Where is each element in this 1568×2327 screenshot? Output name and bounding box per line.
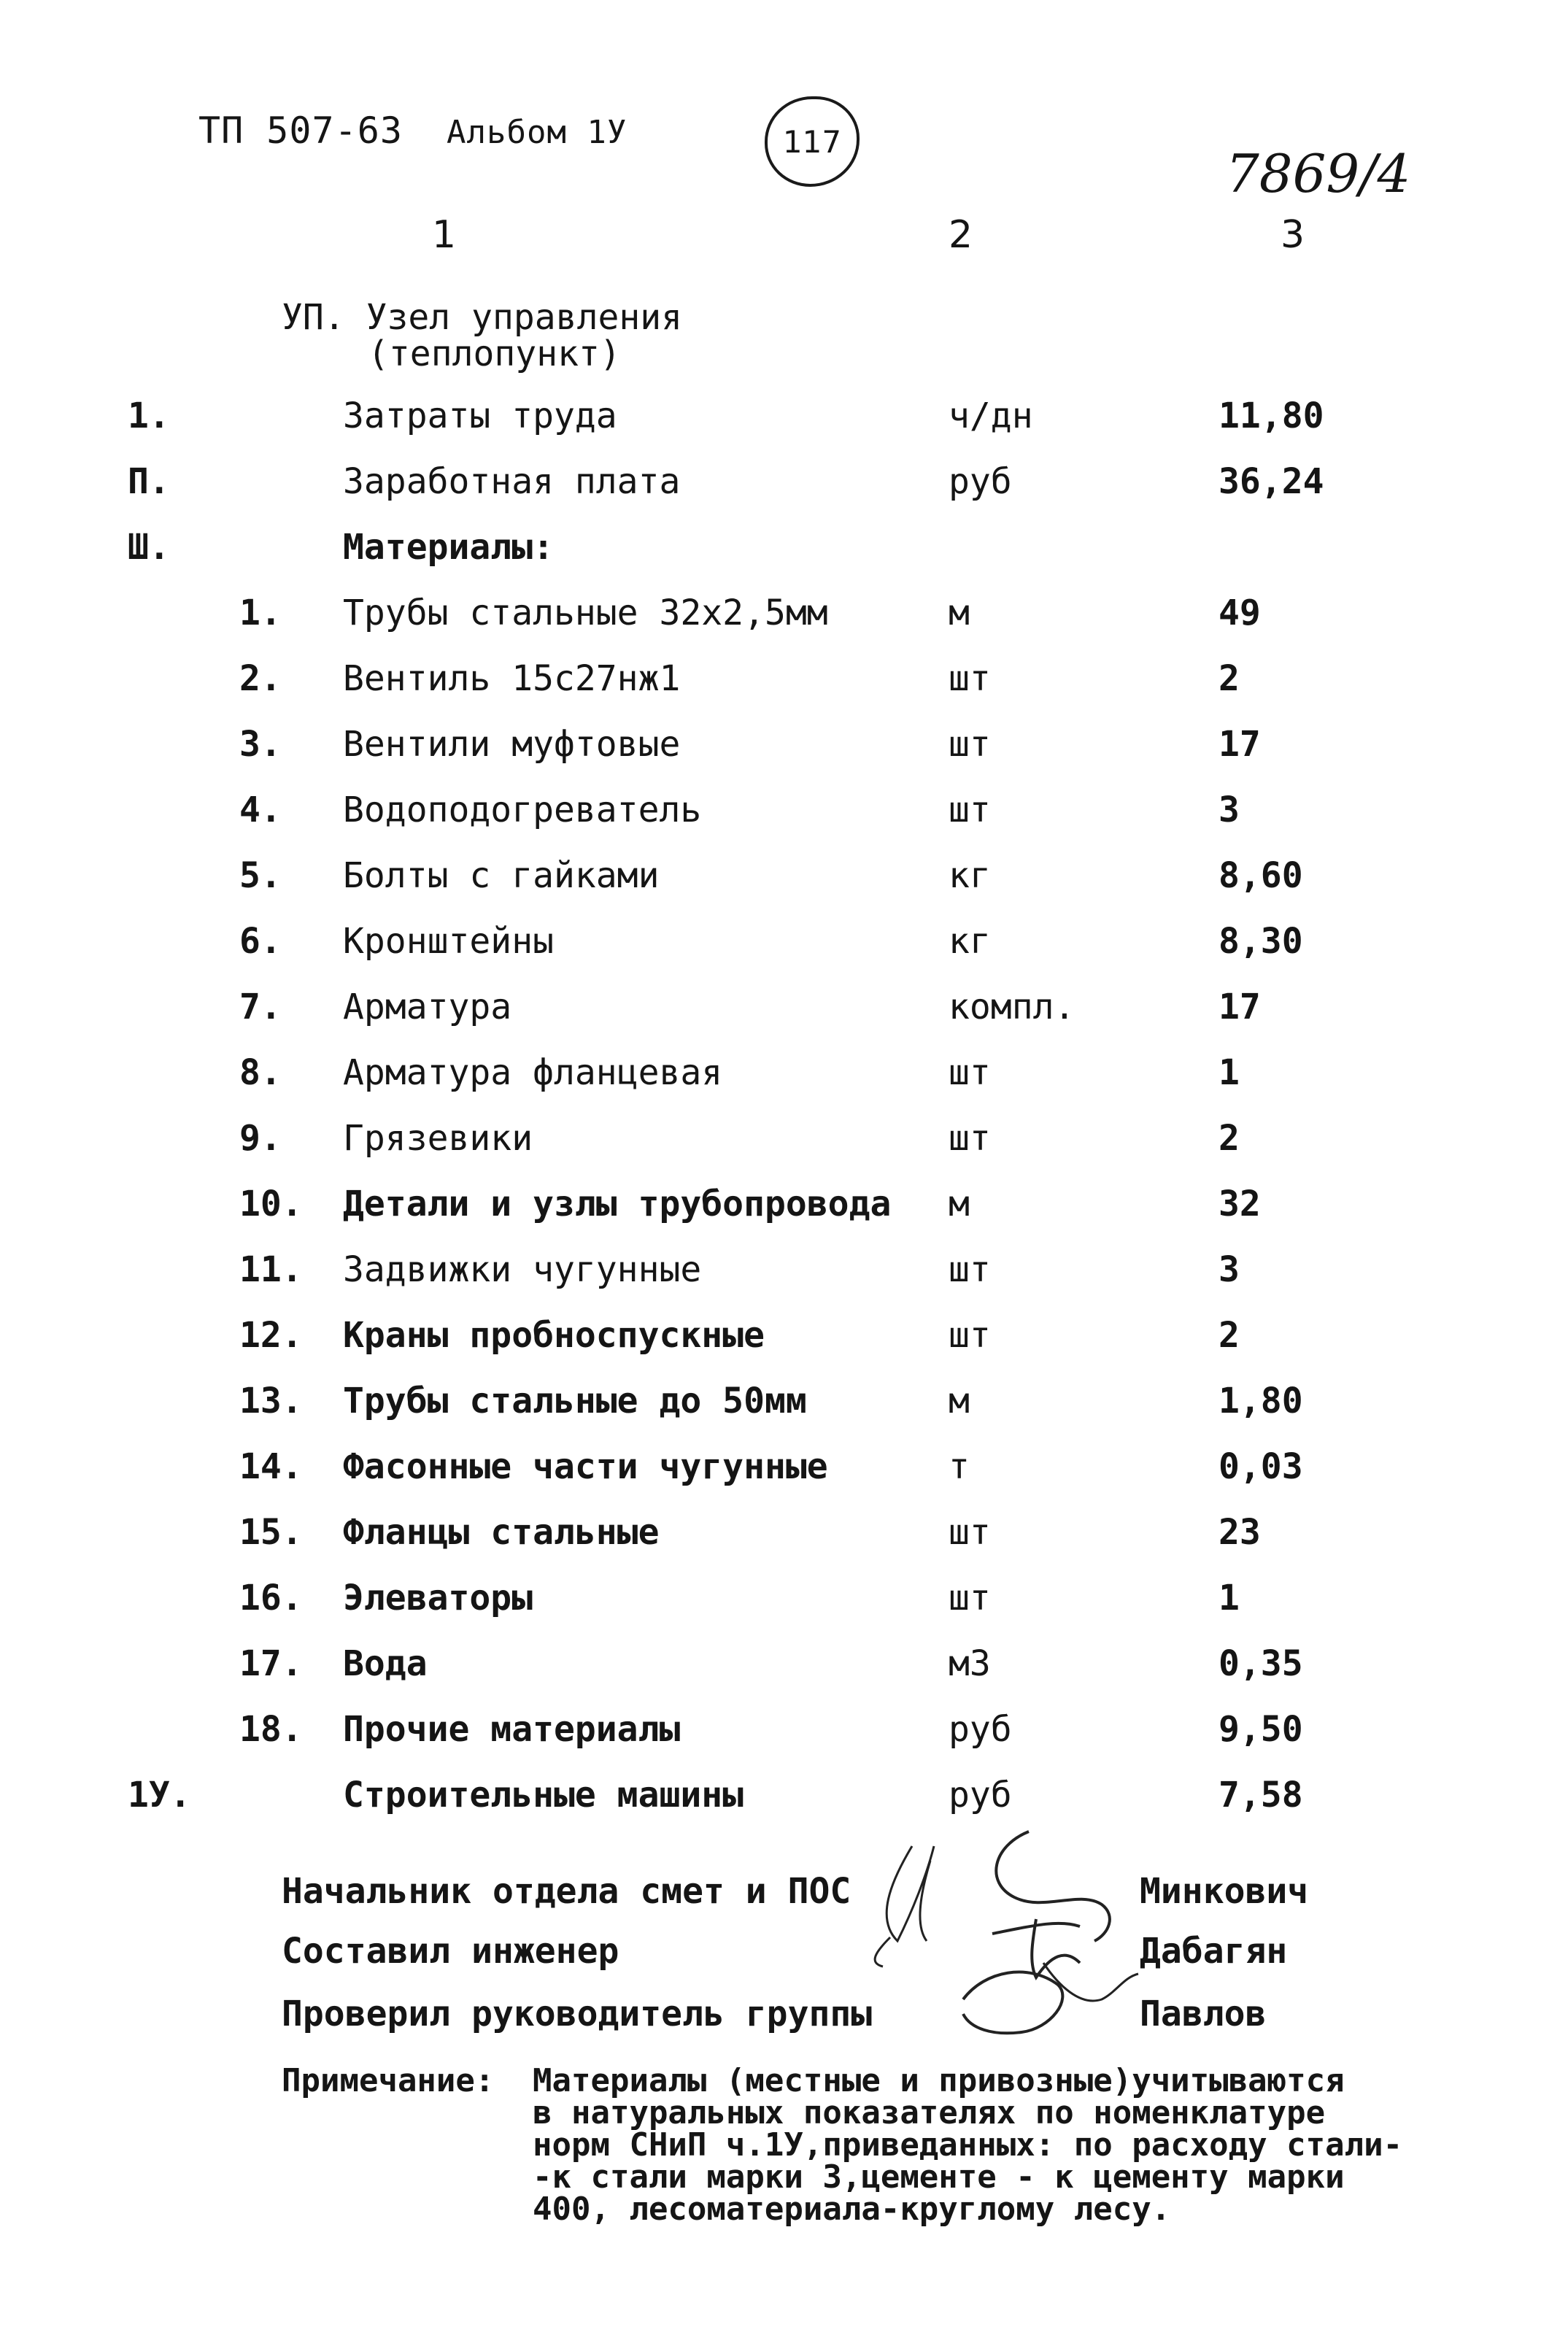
row-unit: шт xyxy=(949,1249,991,1290)
row-unit: шт xyxy=(949,1315,991,1356)
row-value: 8,30 xyxy=(1219,921,1303,962)
signature-name-2: Дабагян xyxy=(1140,1931,1288,1972)
handwritten-signature-mark xyxy=(861,1817,1167,2058)
row-number: 10. xyxy=(239,1184,303,1224)
row-value: 17 xyxy=(1219,987,1261,1027)
table-row xyxy=(0,1249,1568,1315)
row-number: 12. xyxy=(239,1315,303,1356)
table-row xyxy=(0,1118,1568,1184)
row-section: 1У. xyxy=(128,1775,191,1815)
row-name: Арматура фланцевая xyxy=(343,1052,723,1093)
note-line: -к стали марки 3,цементе - к цементу марки xyxy=(533,2158,1345,2196)
inventory-number: 7869/4 xyxy=(1226,143,1411,204)
row-name: Заработная плата xyxy=(343,461,681,502)
table-row xyxy=(0,1052,1568,1118)
table-row xyxy=(0,1512,1568,1578)
row-number: 11. xyxy=(239,1249,303,1290)
row-section: Ш. xyxy=(128,527,170,568)
row-number: 1. xyxy=(239,593,282,633)
table-row xyxy=(0,527,1568,593)
table-row xyxy=(0,1578,1568,1643)
section-title xyxy=(282,299,682,372)
row-name: Грязевики xyxy=(343,1118,533,1159)
note-line: норм СНиП ч.1У,приведанных: по расходу стали- xyxy=(533,2126,1403,2164)
note-body xyxy=(533,2062,1403,2228)
row-value: 2 xyxy=(1219,658,1240,699)
row-value: 36,24 xyxy=(1219,461,1324,502)
note-line: в натуральных показателях по номенклатуре xyxy=(533,2094,1326,2131)
note-line: 400, лесоматериала-круглому лесу. xyxy=(533,2191,1171,2228)
table-row xyxy=(0,790,1568,855)
row-number: 3. xyxy=(239,724,282,765)
row-number: 15. xyxy=(239,1512,303,1553)
row-value: 23 xyxy=(1219,1512,1261,1553)
row-unit: м xyxy=(949,1184,970,1224)
row-value: 1,80 xyxy=(1219,1381,1303,1421)
row-name: Водоподогреватель xyxy=(343,790,702,830)
page-number: 117 xyxy=(782,123,842,160)
row-number: 6. xyxy=(239,921,282,962)
table-row xyxy=(0,1643,1568,1709)
row-section: П. xyxy=(128,461,170,502)
row-unit: шт xyxy=(949,1578,991,1618)
row-value: 49 xyxy=(1219,593,1261,633)
signature-name-1: Минкович xyxy=(1140,1871,1309,1912)
row-unit: руб xyxy=(949,1775,1012,1815)
row-value: 3 xyxy=(1219,1249,1240,1290)
section-title-line2: (теплопункт) xyxy=(368,333,621,374)
row-number: 5. xyxy=(239,855,282,896)
table-row xyxy=(0,724,1568,790)
table-row xyxy=(0,921,1568,987)
row-unit: кг xyxy=(949,921,991,962)
row-unit: ч/дн xyxy=(949,395,1033,436)
row-value: 1 xyxy=(1219,1578,1240,1618)
row-unit: шт xyxy=(949,1052,991,1093)
row-name: Вода xyxy=(343,1643,428,1684)
row-unit: м xyxy=(949,1381,970,1421)
row-unit: шт xyxy=(949,790,991,830)
row-value: 2 xyxy=(1219,1315,1240,1356)
row-name: Строительные машины xyxy=(343,1775,744,1815)
row-number: 2. xyxy=(239,658,282,699)
row-number: 14. xyxy=(239,1446,303,1487)
row-value: 3 xyxy=(1219,790,1240,830)
row-name: Прочие материалы xyxy=(343,1709,681,1750)
row-number: 17. xyxy=(239,1643,303,1684)
table-row xyxy=(0,1709,1568,1775)
row-value: 1 xyxy=(1219,1052,1240,1093)
row-name: Вентиль 15с27нж1 xyxy=(343,658,681,699)
table-row xyxy=(0,1315,1568,1381)
row-value: 7,58 xyxy=(1219,1775,1303,1815)
row-name: Задвижки чугунные xyxy=(343,1249,702,1290)
table-row xyxy=(0,395,1568,461)
table-row xyxy=(0,1775,1568,1840)
table-row xyxy=(0,1446,1568,1512)
row-unit: шт xyxy=(949,1118,991,1159)
row-name: Болты с гайками xyxy=(343,855,660,896)
row-unit: т xyxy=(949,1446,970,1487)
row-number: 16. xyxy=(239,1578,303,1618)
row-name: Арматура xyxy=(343,987,512,1027)
table-row xyxy=(0,987,1568,1052)
row-name: Трубы стальные до 50мм xyxy=(343,1381,807,1421)
row-name: Фланцы стальные xyxy=(343,1512,660,1553)
doc-code: ТП 507-63 xyxy=(198,109,403,152)
row-number: 4. xyxy=(239,790,282,830)
row-number: 7. xyxy=(239,987,282,1027)
row-number: 9. xyxy=(239,1118,282,1159)
row-value: 0,03 xyxy=(1219,1446,1303,1487)
section-title-line1: УП. Узел управления xyxy=(282,297,683,338)
column-number-1: 1 xyxy=(432,213,457,257)
row-value: 11,80 xyxy=(1219,395,1324,436)
row-name: Затраты труда xyxy=(343,395,617,436)
table-row xyxy=(0,1184,1568,1249)
row-number: 13. xyxy=(239,1381,303,1421)
table-row xyxy=(0,1381,1568,1446)
row-name: Трубы стальные 32х2,5мм xyxy=(343,593,828,633)
row-name: Детали и узлы трубопровода xyxy=(343,1184,892,1224)
table-row xyxy=(0,855,1568,921)
row-name: Кронштейны xyxy=(343,921,554,962)
note-label: Примечание: xyxy=(282,2062,495,2099)
note-line: Материалы (местные и привозные)учитываются xyxy=(533,2062,1345,2099)
signature-role-2: Составил инженер xyxy=(282,1931,619,1972)
table-row xyxy=(0,593,1568,658)
row-value: 9,50 xyxy=(1219,1709,1303,1750)
row-unit: шт xyxy=(949,658,991,699)
table-row xyxy=(0,658,1568,724)
signature-role-1: Начальник отдела смет и ПОС xyxy=(282,1871,851,1912)
row-name: Фасонные части чугунные xyxy=(343,1446,828,1487)
row-value: 17 xyxy=(1219,724,1261,765)
row-unit: кг xyxy=(949,855,991,896)
column-number-2: 2 xyxy=(949,213,973,257)
row-number: 8. xyxy=(239,1052,282,1093)
row-unit: компл. xyxy=(949,987,1075,1027)
row-unit: руб xyxy=(949,1709,1012,1750)
row-unit: шт xyxy=(949,1512,991,1553)
album-label: Альбом 1У xyxy=(447,114,627,151)
row-section: 1. xyxy=(128,395,170,436)
row-unit: м xyxy=(949,593,970,633)
row-name: Материалы: xyxy=(343,527,554,568)
row-unit: руб xyxy=(949,461,1012,502)
column-number-3: 3 xyxy=(1281,213,1305,257)
row-name: Вентили муфтовые xyxy=(343,724,681,765)
row-value: 2 xyxy=(1219,1118,1240,1159)
row-unit: м3 xyxy=(949,1643,991,1684)
table-row xyxy=(0,461,1568,527)
signature-name-3: Павлов xyxy=(1140,1994,1267,2034)
row-value: 0,35 xyxy=(1219,1643,1303,1684)
page-number-stamp xyxy=(765,96,860,187)
row-number: 18. xyxy=(239,1709,303,1750)
row-value: 8,60 xyxy=(1219,855,1303,896)
signature-role-3: Проверил руководитель группы xyxy=(282,1994,873,2034)
row-name: Элеваторы xyxy=(343,1578,533,1618)
row-name: Краны пробноспускные xyxy=(343,1315,765,1356)
row-unit: шт xyxy=(949,724,991,765)
row-value: 32 xyxy=(1219,1184,1261,1224)
